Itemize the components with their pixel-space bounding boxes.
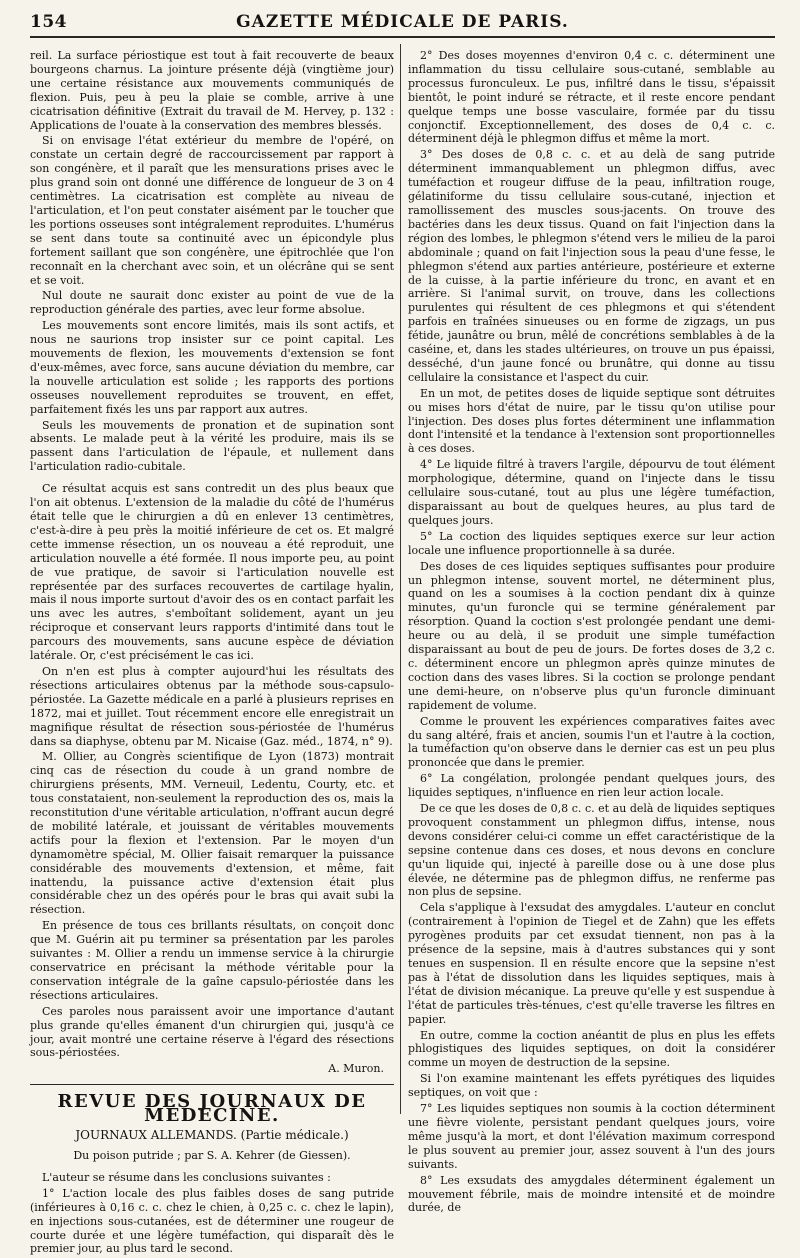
page-number: 154 xyxy=(30,12,67,32)
paragraph: En outre, comme la coction anéantit de plus en plus les effets phlogistiques des liquides septiques, on doit la considérer comme un moyen de destruction de la sepsine. xyxy=(408,1028,775,1070)
paragraph: 3° Des doses de 0,8 c. c. et au delà de sang putride déterminent immanquablement un phlegmon diffus, avec tuméfaction et rougeur diffuse de la peau, infiltration rouge, gélatiniforme du tissu cellulaire sous-cutané, injection et ramollissement des muscles sous-jacents. On trouve des bactéries dans les deux tissus. Quand on fait l'injection dans la région des lombes, le phlegmon s'étend vers le milieu de la paroi abdominale ; quand on fait l'injection sous la peau d'une fesse, le phlegmon s'étend aux parties antérieure, postérieure et externe de la cuisse, à la partie inférieure du tronc, en avant et en arrière. Si l'animal survit, on trouve, dans les collections purulentes qui résultent de ces phlegmons et qui s'étendent parfois en traînées sinueuses ou en forme de zigzags, un pus fétide, jaunâtre ou brun, mêlé de concrétions semblables à de la caséine, et, dans les stades ultérieures, on trouve un pus épaissi, desséché, d'un jaune foncé ou brunâtre, qui donne au tissu cellulaire la consistance et l'aspect du cuir. xyxy=(408,148,775,384)
paragraph: 5° La coction des liquides septiques exerce sur leur action locale une influence proportionnelle à sa durée. xyxy=(408,529,775,557)
paragraph: reil. La surface périostique est tout à fait recouverte de beaux bourgeons charnus. La jointure présente déjà (vingtième jour) une certaine résistance aux mouvements communiqués de flexion. Puis, peu à peu la plaie se comble, arrive à une cicatrisation définitive (Extrait du travail de M. Hervey, p. 132 : Applications de l'ouate à la conservation des membres blessés. xyxy=(30,49,394,132)
article-title: Du poison putride ; par S. A. Kehrer (de Giessen). xyxy=(73,1148,351,1162)
column-divider xyxy=(400,44,401,1114)
paragraph: L'auteur se résume dans les conclusions suivantes : xyxy=(42,1170,331,1184)
paragraph: En présence de tous ces brillants résultats, on conçoit donc que M. Guérin ait pu terminer sa présentation par les paroles suivantes : M. Ollier a rendu un immense service à la chirurgie conservatrice en précisant la méthode véritable pour la conservation intégrale de la gaîne capsulo-périostée dans les résections articulaires. xyxy=(30,919,394,1002)
journal-title: GAZETTE MÉDICALE DE PARIS. xyxy=(236,12,569,32)
left-column xyxy=(30,49,394,1258)
paragraph: Des doses de ces liquides septiques suffisantes pour produire un phlegmon intense, souvent mortel, ne déterminent plus, quand on les a soumises à la coction pendant dix à quinze minutes, qu'un furoncle qui se termine généralement par résorption. Quand la coction s'est prolongée pendant une demi-heure ou au delà, il se produit une simple tuméfaction disparaissant au bout de peu de jours. De fortes doses de 3,2 c. c. déterminent encore un phlegmon après quinze minutes de coction dans des vases libres. Si la coction se prolonge pendant une demi-heure, on n'observe plus qu'un furoncle diminuant rapidement de volume. xyxy=(408,559,775,712)
paragraph: 1° L'action locale des plus faibles doses de sang putride (inférieures à 0,16 c. c. chez le chien, à 0,25 c. c. chez le lapin), en injections sous-cutanées, est de déterminer une rougeur de courte durée et une légère tuméfaction, qui disparaît dès le premier jour, au plus tard le second. xyxy=(30,1186,394,1256)
paragraph: 4° Le liquide filtré à travers l'argile, dépourvu de tout élément morphologique, détermine, quand on l'injecte dans le tissu cellulaire sous-cutané, tout au plus une légère tuméfaction, disparaissant au bout de quelques heures, au plus tard de quelques jours. xyxy=(408,458,775,527)
subsection-title: JOURNAUX ALLEMANDS. (Partie médicale.) xyxy=(75,1128,349,1143)
page-header xyxy=(30,10,775,38)
paragraph: Si l'on examine maintenant les effets pyrétiques des liquides septiques, on voit que : xyxy=(408,1072,775,1100)
paragraph: Cela s'applique à l'exsudat des amygdales. L'auteur en conclut (contrairement à l'opinion de Tiegel et de Zahn) que les effets pyrogènes produits par cet exsudat tiennent, non pas à la présence de la sepsine, mais à d'autres substances qui y sont tenues en suspension. Il en résulte encore que la sepsine n'est pas à l'état de dissolution dans les liquides septiques, mais à l'état de division mécanique. La preuve qu'elle y est suspendue à l'état de particules très-ténues, c'est qu'elle traverse les filtres en papier. xyxy=(408,901,775,1026)
paragraph: M. Ollier, au Congrès scientifique de Lyon (1873) montrait cinq cas de résection du coude à un grand nombre de chirurgiens présents, MM. Verneuil, Ledentu, Courty, etc. et tous constataient, non-seulement la reproduction des os, mais la reconstitution d'une véritable articulation, n'offrant aucun degré de mobilité latérale, et jouissant de véritables mouvements actifs pour la flexion et l'extension. Par le moyen d'un dynamomètre spécial, M. Ollier faisait remarquer la puissance considérable des mouvements d'extension, et même, fait inattendu, la puissance active d'extension était plus considérable chez un des opérés pour le bras qui avait subi la résection. xyxy=(30,750,394,917)
paragraph: 7° Les liquides septiques non soumis à la coction déterminent une fièvre violente, persistant pendant quelques jours, voire même jusqu'à la mort, et dont l'élévation maximum correspond le plus souvent au premier jour, assez souvent à l'un des jours suivants. xyxy=(408,1102,775,1171)
paragraph: Comme le prouvent les expériences comparatives faites avec du sang altéré, frais et ancien, soumis l'un et l'autre à la coction, la tuméfaction qu'on observe dans le dernier cas est un peu plus prononcée que dans le premier. xyxy=(408,714,775,770)
paragraph: Ces paroles nous paraissent avoir une importance d'autant plus grande qu'elles émanent d'un chirurgien qui, jusqu'à ce jour, avait montré une certaine réserve à l'égard des résections sous-périostées. xyxy=(30,1004,394,1060)
author-signature: A. Muron. xyxy=(328,1062,384,1076)
paragraph: En un mot, de petites doses de liquide septique sont détruites ou mises hors d'état de nuire, par le tissu qu'on utilise pour l'injection. Des doses plus fortes déterminent une inflammation dont l'intensité et la tendance à l'extension sont proportionnelles à ces doses. xyxy=(408,386,775,456)
paragraph: Nul doute ne saurait donc exister au point de vue de la reproduction générale des parties, avec leur forme absolue. xyxy=(30,289,394,317)
paragraph: 6° La congélation, prolongée pendant quelques jours, des liquides septiques, n'influence en rien leur action locale. xyxy=(408,772,775,800)
section-title: REVUE DES JOURNAUX DE MÉDECINE. xyxy=(57,1091,367,1127)
paragraph: Les mouvements sont encore limités, mais ils sont actifs, et nous ne saurions trop insister sur ce point capital. Les mouvements de flexion, les mouvements d'extension se font d'eux-mêmes, avec force, sans aucune déviation du membre, car la nouvelle articulation est solide ; les rapports des portions osseuses nouvellement reproduites se trouvent, en effet, parfaitement fixés les uns par rapport aux autres. xyxy=(30,319,394,416)
section-rule xyxy=(30,1084,394,1085)
paragraph: De ce que les doses de 0,8 c. c. et au delà de liquides septiques provoquent constamment un phlegmon diffus, intense, nous devons considérer celui-ci comme un effet caractéristique de la sepsine contenue dans ces doses, et nous devons en conclure qu'un liquide qui, injecté à pareille dose ou à une dose plus élevée, ne détermine pas de phlegmon diffus, ne renferme pas non plus de sepsine. xyxy=(408,802,775,899)
paragraph: Ce résultat acquis est sans contredit un des plus beaux que l'on ait obtenus. L'extension de la maladie du côté de l'humérus était telle que le chirurgien a dû en enlever 13 centimètres, c'est-à-dire à peu près la moitié inférieure de cet os. Et malgré cette immense résection, un os nouveau a été reproduit, une articulation nouvelle a été formée. Il nous importe peu, au point de vue pratique, de savoir si l'articulation nouvelle est représentée par des surfaces recouvertes de cartilage hyalin, mais il nous importe surtout d'avoir des os en contact parfait les uns avec les autres, s'emboîtant solidement, ayant un jeu réciproque et conservant leurs rapports d'intimité dans tout le parcours des mouvements, sans aucune espèce de déviation latérale. Or, c'est précisément le cas ici. xyxy=(30,482,394,663)
paragraph: 2° Des doses moyennes d'environ 0,4 c. c. déterminent une inflammation du tissu cellulaire sous-cutané, semblable au processus furonculeux. Le pus, infiltré dans le tissu, s'épaissit bientôt, le point induré se rétracte, et il reste encore pendant quelque temps une bosse vasculaire, formée par du tissu conjonctif. Exceptionnellement, des doses de 0,4 c. c. déterminent déjà le phlegmon diffus et même la mort. xyxy=(408,49,775,146)
right-column xyxy=(408,49,775,1217)
paragraph: Seuls les mouvements de pronation et de supination sont absents. Le malade peut à la vérité les produire, mais ils se passent dans l'articulation de l'épaule, et nullement dans l'articulation radio-cubitale. xyxy=(30,418,394,474)
paragraph: On n'en est plus à compter aujourd'hui les résultats des résections articulaires obtenus par la méthode sous-capsulo-périostée. La Gazette médicale en a parlé à plusieurs reprises en 1872, mai et juillet. Tout récemment encore elle enregistrait un magnifique résultat de résection sous-périostée de l'humérus dans sa diaphyse, obtenu par M. Nicaise (Gaz. méd., 1874, n° 9). xyxy=(30,664,394,748)
paragraph: Si on envisage l'état extérieur du membre de l'opéré, on constate un certain degré de raccourcissement par rapport à son congénère, et il paraît que les mensurations prises avec le plus grand soin ont donné une différence de longueur de 3 on 4 centimètres. La cicatrisation est complète au niveau de l'articulation, et l'on peut constater aisément par le toucher que les portions osseuses sont intégralement reproduites. L'humérus se sent dans toute sa continuité avec un épicondyle plus fortement saillant que son congénère, une épitrochlée que l'on reconnaît en la cherchant avec soin, et un olécrâne qui se sent et se voit. xyxy=(30,134,394,287)
paragraph: 8° Les exsudats des amygdales déterminent également un mouvement fébrile, mais de moindre intensité et de moindre durée, de xyxy=(408,1173,775,1215)
